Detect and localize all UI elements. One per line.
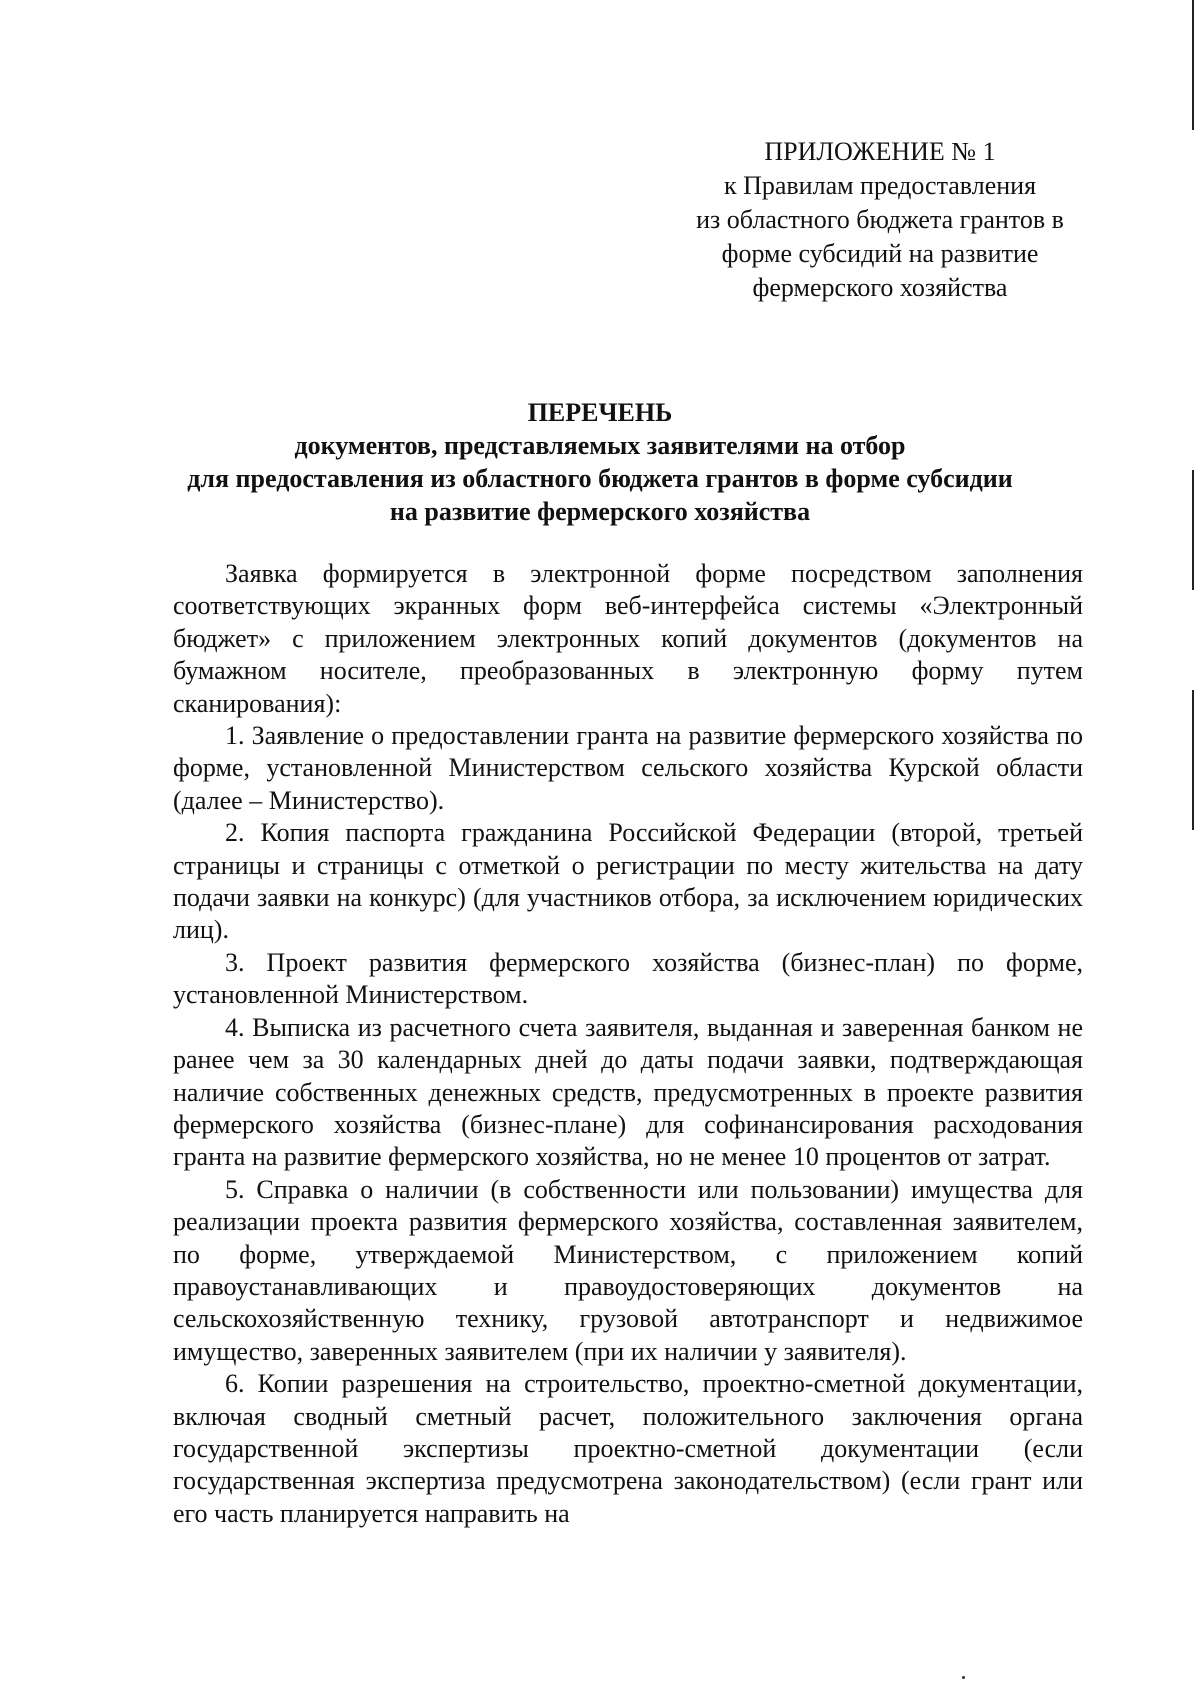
list-item: 3. Проект развития фермерского хозяйства (бизнес-план) по форме, установленной Министерством. xyxy=(173,947,1083,1010)
document-body xyxy=(173,558,1083,1530)
title-heading: ПЕРЕЧЕНЬ xyxy=(527,398,673,427)
scan-speck xyxy=(962,1676,965,1679)
scan-edge-mark xyxy=(1192,0,1194,130)
list-item: 2. Копия паспорта гражданина Российской Федерации (второй, третьей страницы и страницы с отметкой о регистрации по месту жительства на дату подачи заявки на конкурс) (для участников отбора, за исключением юридических лиц). xyxy=(173,818,1083,945)
appendix-line: к Правилам предоставления xyxy=(723,171,1037,200)
appendix-line: фермерского хозяйства xyxy=(752,273,1008,302)
appendix-header xyxy=(650,135,1110,305)
scan-edge-mark xyxy=(1192,690,1194,830)
document-title xyxy=(150,396,1050,528)
appendix-line: форме субсидий на развитие xyxy=(721,239,1039,268)
intro-paragraph: Заявка формируется в электронной форме посредством заполнения соответствующих экранных форм веб-интерфейса системы «Электронный бюджет» с приложением электронных копий документов (документов на бумажном носителе, преобразованных в электронную форму путем сканирования): xyxy=(173,559,1083,718)
title-line: документов, представляемых заявителями на отбор xyxy=(294,431,906,460)
list-item: 5. Справка о наличии (в собственности или пользовании) имущества для реализации проекта развития фермерского хозяйства, составленная заявителем, по форме, утверждаемой Министерством, с приложением копий правоустанавливающих и правоудостоверяющих документов на сельскохозяйственную технику, грузовой автотранспорт и недвижимое имущество, заверенных заявителем (при их наличии у заявителя). xyxy=(173,1174,1083,1366)
list-item: 1. Заявление о предоставлении гранта на развитие фермерского хозяйства по форме, установленной Министерством сельского хозяйства Курской области (далее – Министерство). xyxy=(173,721,1083,815)
title-line: на развитие фермерского хозяйства xyxy=(389,497,811,526)
title-line: для предоставления из областного бюджета грантов в форме субсидии xyxy=(187,464,1013,493)
list-item: 4. Выписка из расчетного счета заявителя, выданная и заверенная банком не ранее чем за 30 календарных дней до даты подачи заявки, подтверждающая наличие собственных денежных средств, предусмотренных в проекте развития фермерского хозяйства (бизнес-плане) для софинансирования расходования гранта на развитие фермерского хозяйства, но не менее 10 процентов от затрат. xyxy=(173,1012,1083,1172)
appendix-number: ПРИЛОЖЕНИЕ № 1 xyxy=(764,137,996,166)
scan-edge-mark xyxy=(1192,470,1194,590)
list-item: 6. Копии разрешения на строительство, проектно-сметной документации, включая сводный сметный расчет, положительного заключения органа государственной экспертизы проектно-сметной документации (если государственная экспертиза предусмотрена законодательством) (если грант или его часть планируется направить на xyxy=(173,1369,1083,1528)
appendix-line: из областного бюджета грантов в xyxy=(696,205,1064,234)
